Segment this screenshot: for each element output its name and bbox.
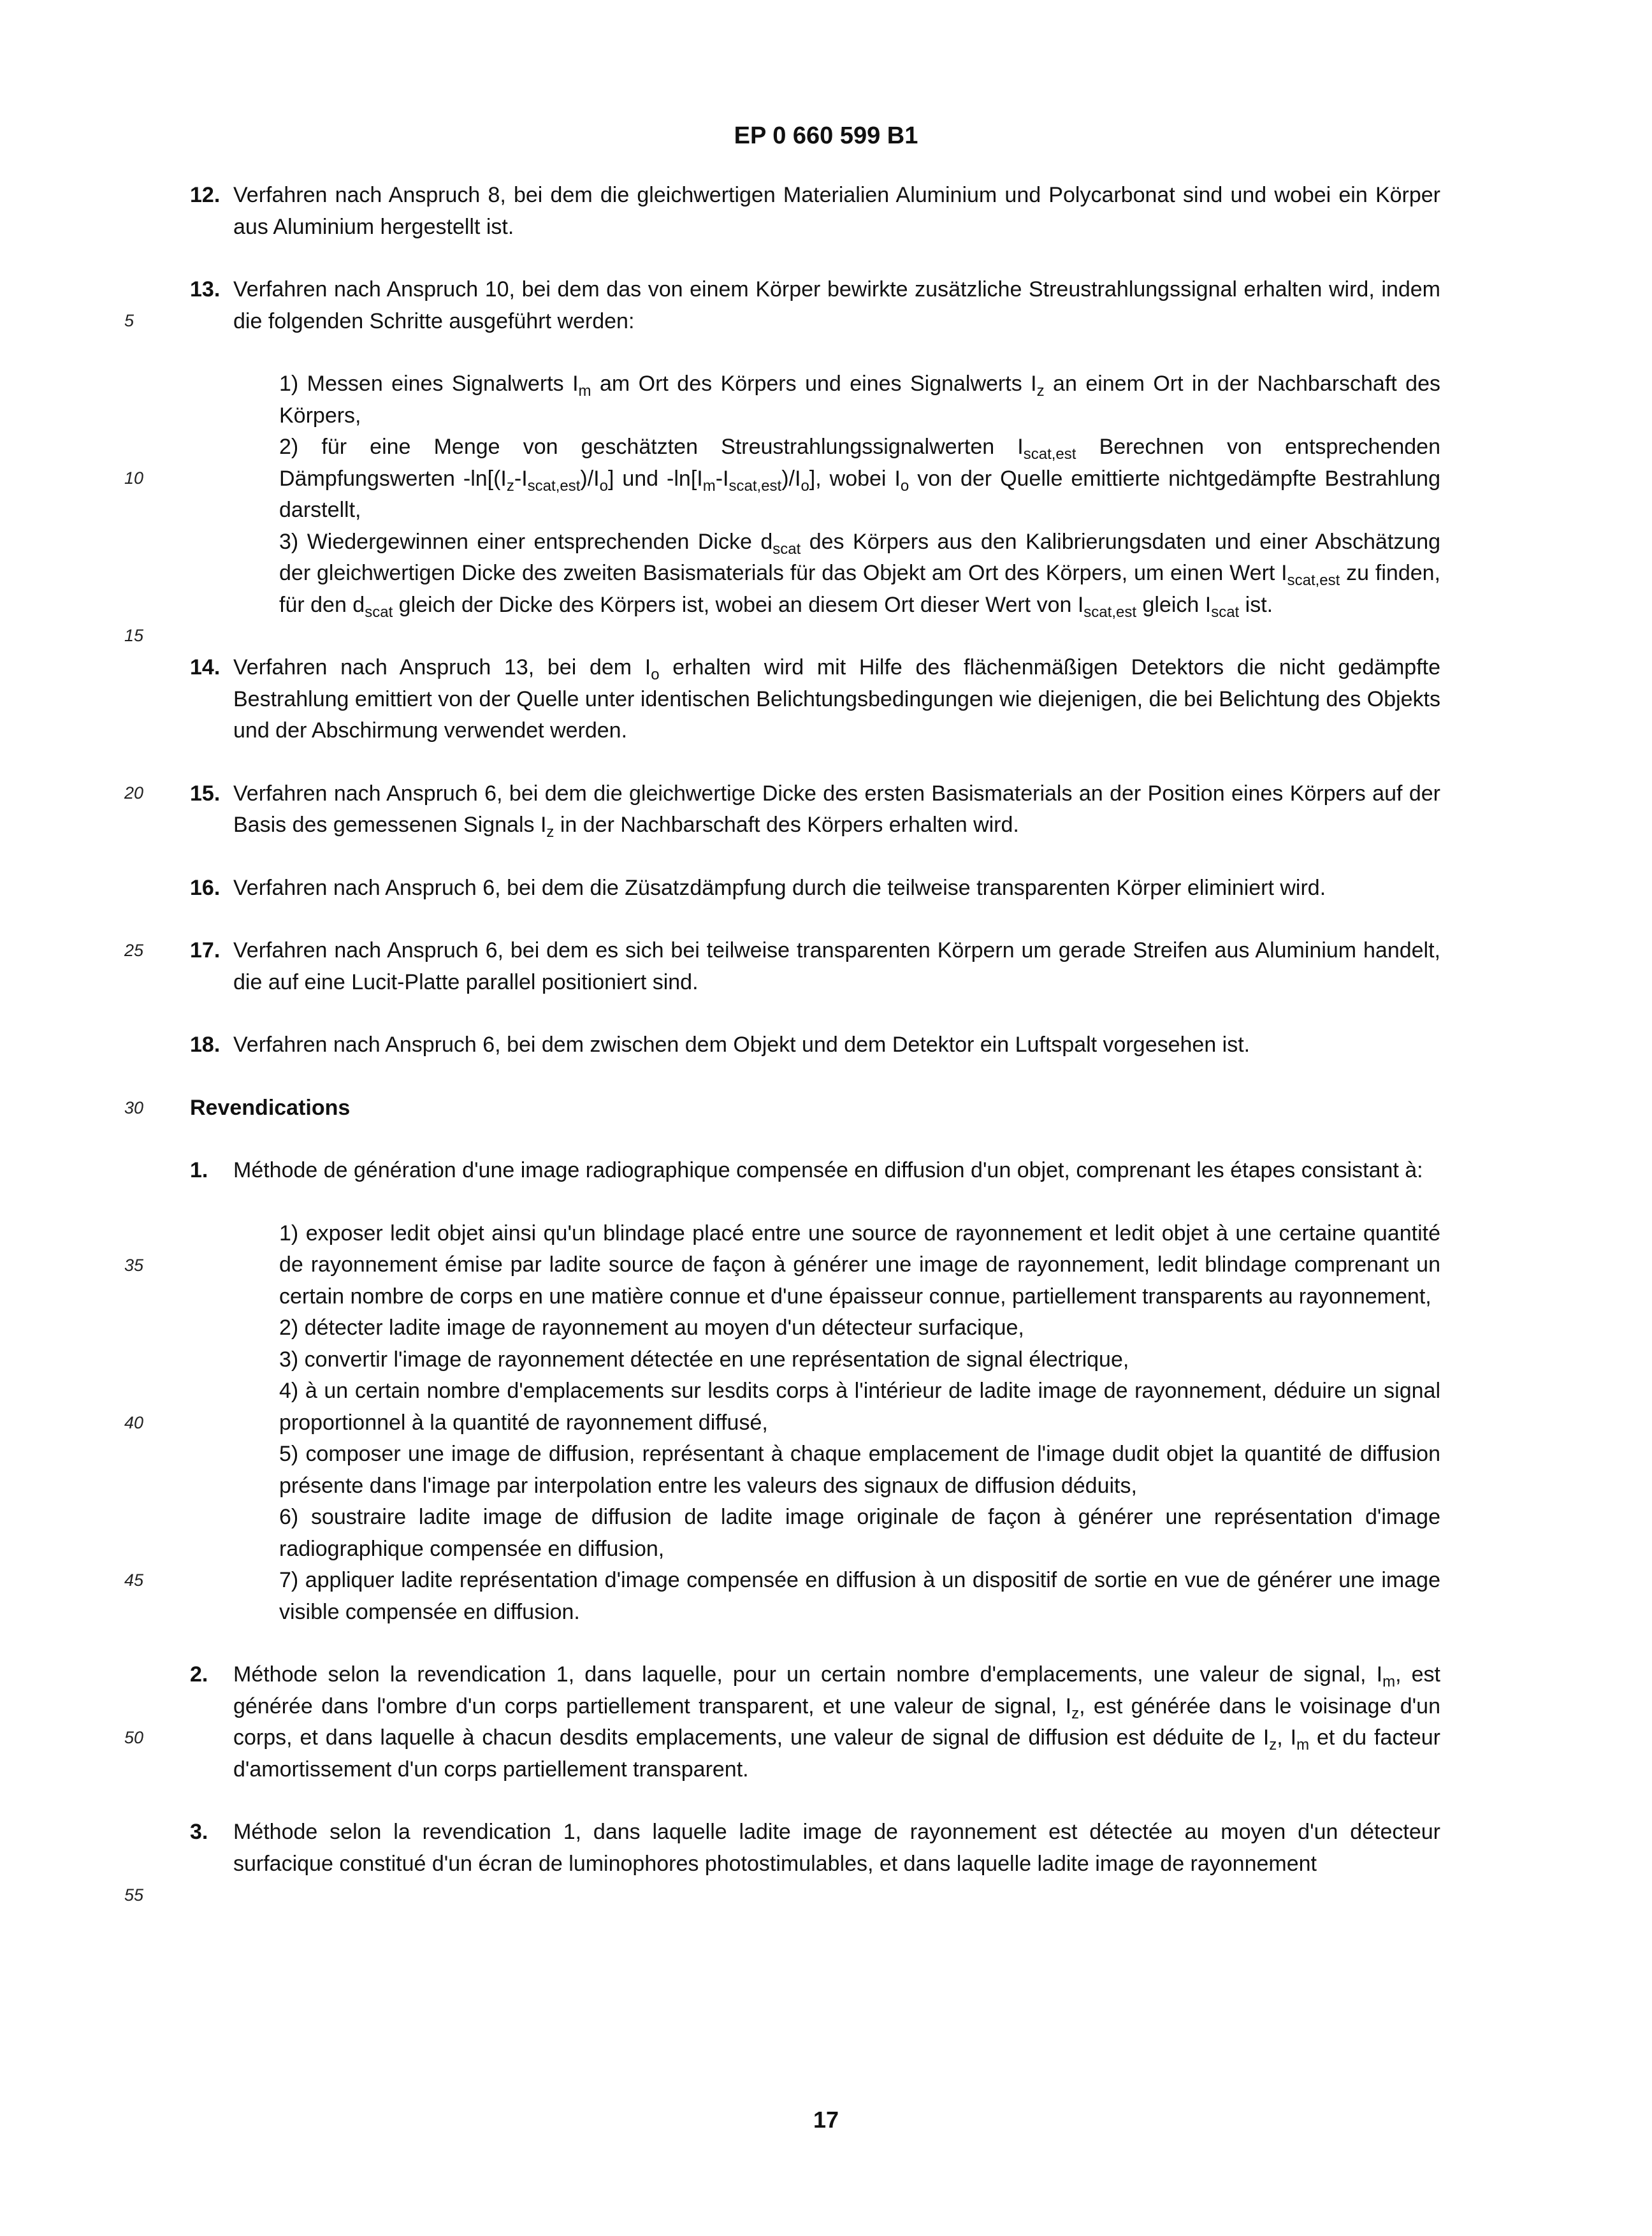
claim-13 bbox=[190, 274, 1440, 337]
claim-number: 16. bbox=[190, 875, 221, 900]
claim-text: Verfahren nach Anspruch 6, bei dem es sich bei teilweise transparenten Körpern um gerade Streifen aus Aluminium handelt, die auf eine Lucit-Platte parallel positioniert sind. bbox=[233, 938, 1440, 994]
claim-18 bbox=[190, 1029, 1440, 1061]
claim-text: Verfahren nach Anspruch 6, bei dem zwischen dem Objekt und dem Detektor ein Luftspalt vorgesehen ist. bbox=[233, 1033, 1250, 1057]
claim-16 bbox=[190, 873, 1440, 904]
claim-number: 3. bbox=[190, 1820, 208, 1844]
step-2: 2) für eine Menge von geschätzten Streustrahlungssignalwerten $I_{scat,est}$ Berechnen von entsprechenden Dämpfungswerten $-\ln[(I_z-I_{scat,est})/I_o]$ und $-\ln[I_m-I_{scat,est})/I_o$], wobei $I_o$ von der Quelle emittierte nichtgedämpfte Bestrahlung darstellt, bbox=[279, 435, 1440, 522]
claim-number: 13. bbox=[190, 277, 221, 301]
claim-text: Méthode de génération d'une image radiographique compensée en diffusion d'un objet, comprenant les étapes consistant à: bbox=[233, 1158, 1423, 1182]
claim-14 bbox=[190, 652, 1440, 747]
section-heading-revendications: Revendications bbox=[190, 1095, 351, 1120]
step-5: 5) composer une image de diffusion, représentant à chaque emplacement de l'image dudit objet la quantité de diffusion présente dans l'image par interpolation entre les valeurs des signaux de diffusion déduits, bbox=[279, 1442, 1440, 1498]
line-number: 10 bbox=[124, 468, 144, 488]
line-number: 45 bbox=[124, 1571, 144, 1590]
claim-17 bbox=[190, 935, 1440, 998]
claim-text: Verfahren nach Anspruch 6, bei dem die gleichwertige Dicke des ersten Basismaterials an der Position eines Körpers auf der Basis des gemessenen Signals $I_z$ in der Nachbarschaft des Körpers erhalten wird. bbox=[233, 781, 1440, 841]
claim-text: Verfahren nach Anspruch 8, bei dem die gleichwertigen Materialien Aluminium und Polycarbonat sind und wobei ein Körper aus Aluminium hergestellt ist. bbox=[233, 183, 1440, 239]
claim-number: 14. bbox=[190, 655, 221, 679]
claim-text: Verfahren nach Anspruch 6, bei dem die Züsatzdämpfung durch die teilweise transparenten Körper eliminiert wird. bbox=[233, 875, 1326, 900]
step-1: 1) Messen eines Signalwerts $I_m$ am Ort des Körpers und eines Signalwerts $I_z$ an einem Ort in der Nachbarschaft des Körpers, bbox=[279, 372, 1440, 428]
line-number: 15 bbox=[124, 626, 144, 645]
claim-15 bbox=[190, 778, 1440, 841]
revendication-1-steps bbox=[190, 1218, 1440, 1629]
line-number: 35 bbox=[124, 1256, 144, 1275]
claim-number: 17. bbox=[190, 938, 221, 962]
line-number: 5 bbox=[124, 311, 134, 330]
claim-number: 15. bbox=[190, 781, 221, 806]
step-2: 2) détecter ladite image de rayonnement au moyen d'un détecteur surfacique, bbox=[279, 1316, 1024, 1340]
claim-12 bbox=[190, 180, 1440, 243]
claim-text: Verfahren nach Anspruch 13, bei dem $I_o$ erhalten wird mit Hilfe des flächenmäßigen Detektors die nicht gedämpfte Bestrahlung emittiert von der Quelle unter identischen Belichtungsbedingungen wie diejenigen, die bei Belichtung des Objekts und der Abschirmung verwendet werden. bbox=[233, 655, 1440, 743]
step-4: 4) à un certain nombre d'emplacements sur lesdits corps à l'intérieur de ladite image de rayonnement, déduire un signal proportionnel à la quantité de rayonnement diffusé, bbox=[279, 1379, 1440, 1435]
claims-content bbox=[190, 180, 1440, 1911]
document-number: EP 0 660 599 B1 bbox=[734, 122, 918, 149]
claim-text: Verfahren nach Anspruch 10, bei dem das von einem Körper bewirkte zusätzliche Streustrahlungssignal erhalten wird, indem die folgenden Schritte ausgeführt werden: bbox=[233, 277, 1440, 333]
claim-text: Méthode selon la revendication 1, dans laquelle ladite image de rayonnement est détectée au moyen d'un détecteur surfacique constitué d'un écran de luminophores photostimulables, et dans laquelle ladite image de rayonnement bbox=[233, 1820, 1440, 1876]
revendication-3 bbox=[190, 1817, 1440, 1880]
step-7: 7) appliquer ladite représentation d'image compensée en diffusion à un dispositif de sortie en vue de générer une image visible compensée en diffusion. bbox=[279, 1568, 1440, 1624]
revendication-1 bbox=[190, 1155, 1440, 1187]
step-1: 1) exposer ledit objet ainsi qu'un blindage placé entre une source de rayonnement et ledit objet à une certaine quantité de rayonnement émise par ladite source de façon à générer une image de rayonnement, ledit blindage comprenant un certain nombre de corps en une matière connue et d'une épaisseur connue, partiellement transparents au rayonnement, bbox=[279, 1221, 1440, 1309]
line-number: 50 bbox=[124, 1728, 144, 1747]
step-3: 3) Wiedergewinnen einer entsprechenden Dicke $d_{scat}$ des Körpers aus den Kalibrierungsdaten und einer Abschätzung der gleichwertigen Dicke des zweiten Basismaterials für das Objekt am Ort des Körpers, um einen Wert $I_{scat,est}$ zu finden, für den $d_{scat}$ gleich der Dicke des Körpers ist, wobei an diesem Ort dieser Wert von $I_{scat,est}$ gleich $I_{scat}$ ist. bbox=[279, 529, 1441, 621]
line-number: 40 bbox=[124, 1413, 144, 1432]
line-number-margin bbox=[0, 0, 166, 2236]
page-number: 17 bbox=[813, 2107, 839, 2133]
claim-number: 18. bbox=[190, 1033, 221, 1057]
line-number: 20 bbox=[124, 783, 144, 802]
claim-13-steps bbox=[190, 368, 1440, 621]
claim-number: 12. bbox=[190, 183, 221, 207]
revendication-2 bbox=[190, 1659, 1440, 1785]
claim-number: 2. bbox=[190, 1662, 208, 1687]
line-number: 55 bbox=[124, 1885, 144, 1905]
step-3: 3) convertir l'image de rayonnement détectée en une représentation de signal électrique, bbox=[279, 1347, 1129, 1372]
step-6: 6) soustraire ladite image de diffusion de ladite image originale de façon à générer une représentation d'image radiographique compensée en diffusion, bbox=[279, 1505, 1440, 1561]
line-number: 25 bbox=[124, 941, 144, 960]
claim-number: 1. bbox=[190, 1158, 208, 1182]
line-number: 30 bbox=[124, 1098, 144, 1117]
claim-text: Méthode selon la revendication 1, dans laquelle, pour un certain nombre d'emplacements, une valeur de signal, $I_m$, est générée dans l'ombre d'un corps partiellement transparent, et une valeur de signal, $I_z$, est générée dans le voisinage d'un corps, et dans laquelle à chacun desdits emplacements, une valeur de signal de diffusion est déduite de $I_z$, $I_m$ et du facteur d'amortissement d'un corps partiellement transparent. bbox=[233, 1662, 1441, 1782]
